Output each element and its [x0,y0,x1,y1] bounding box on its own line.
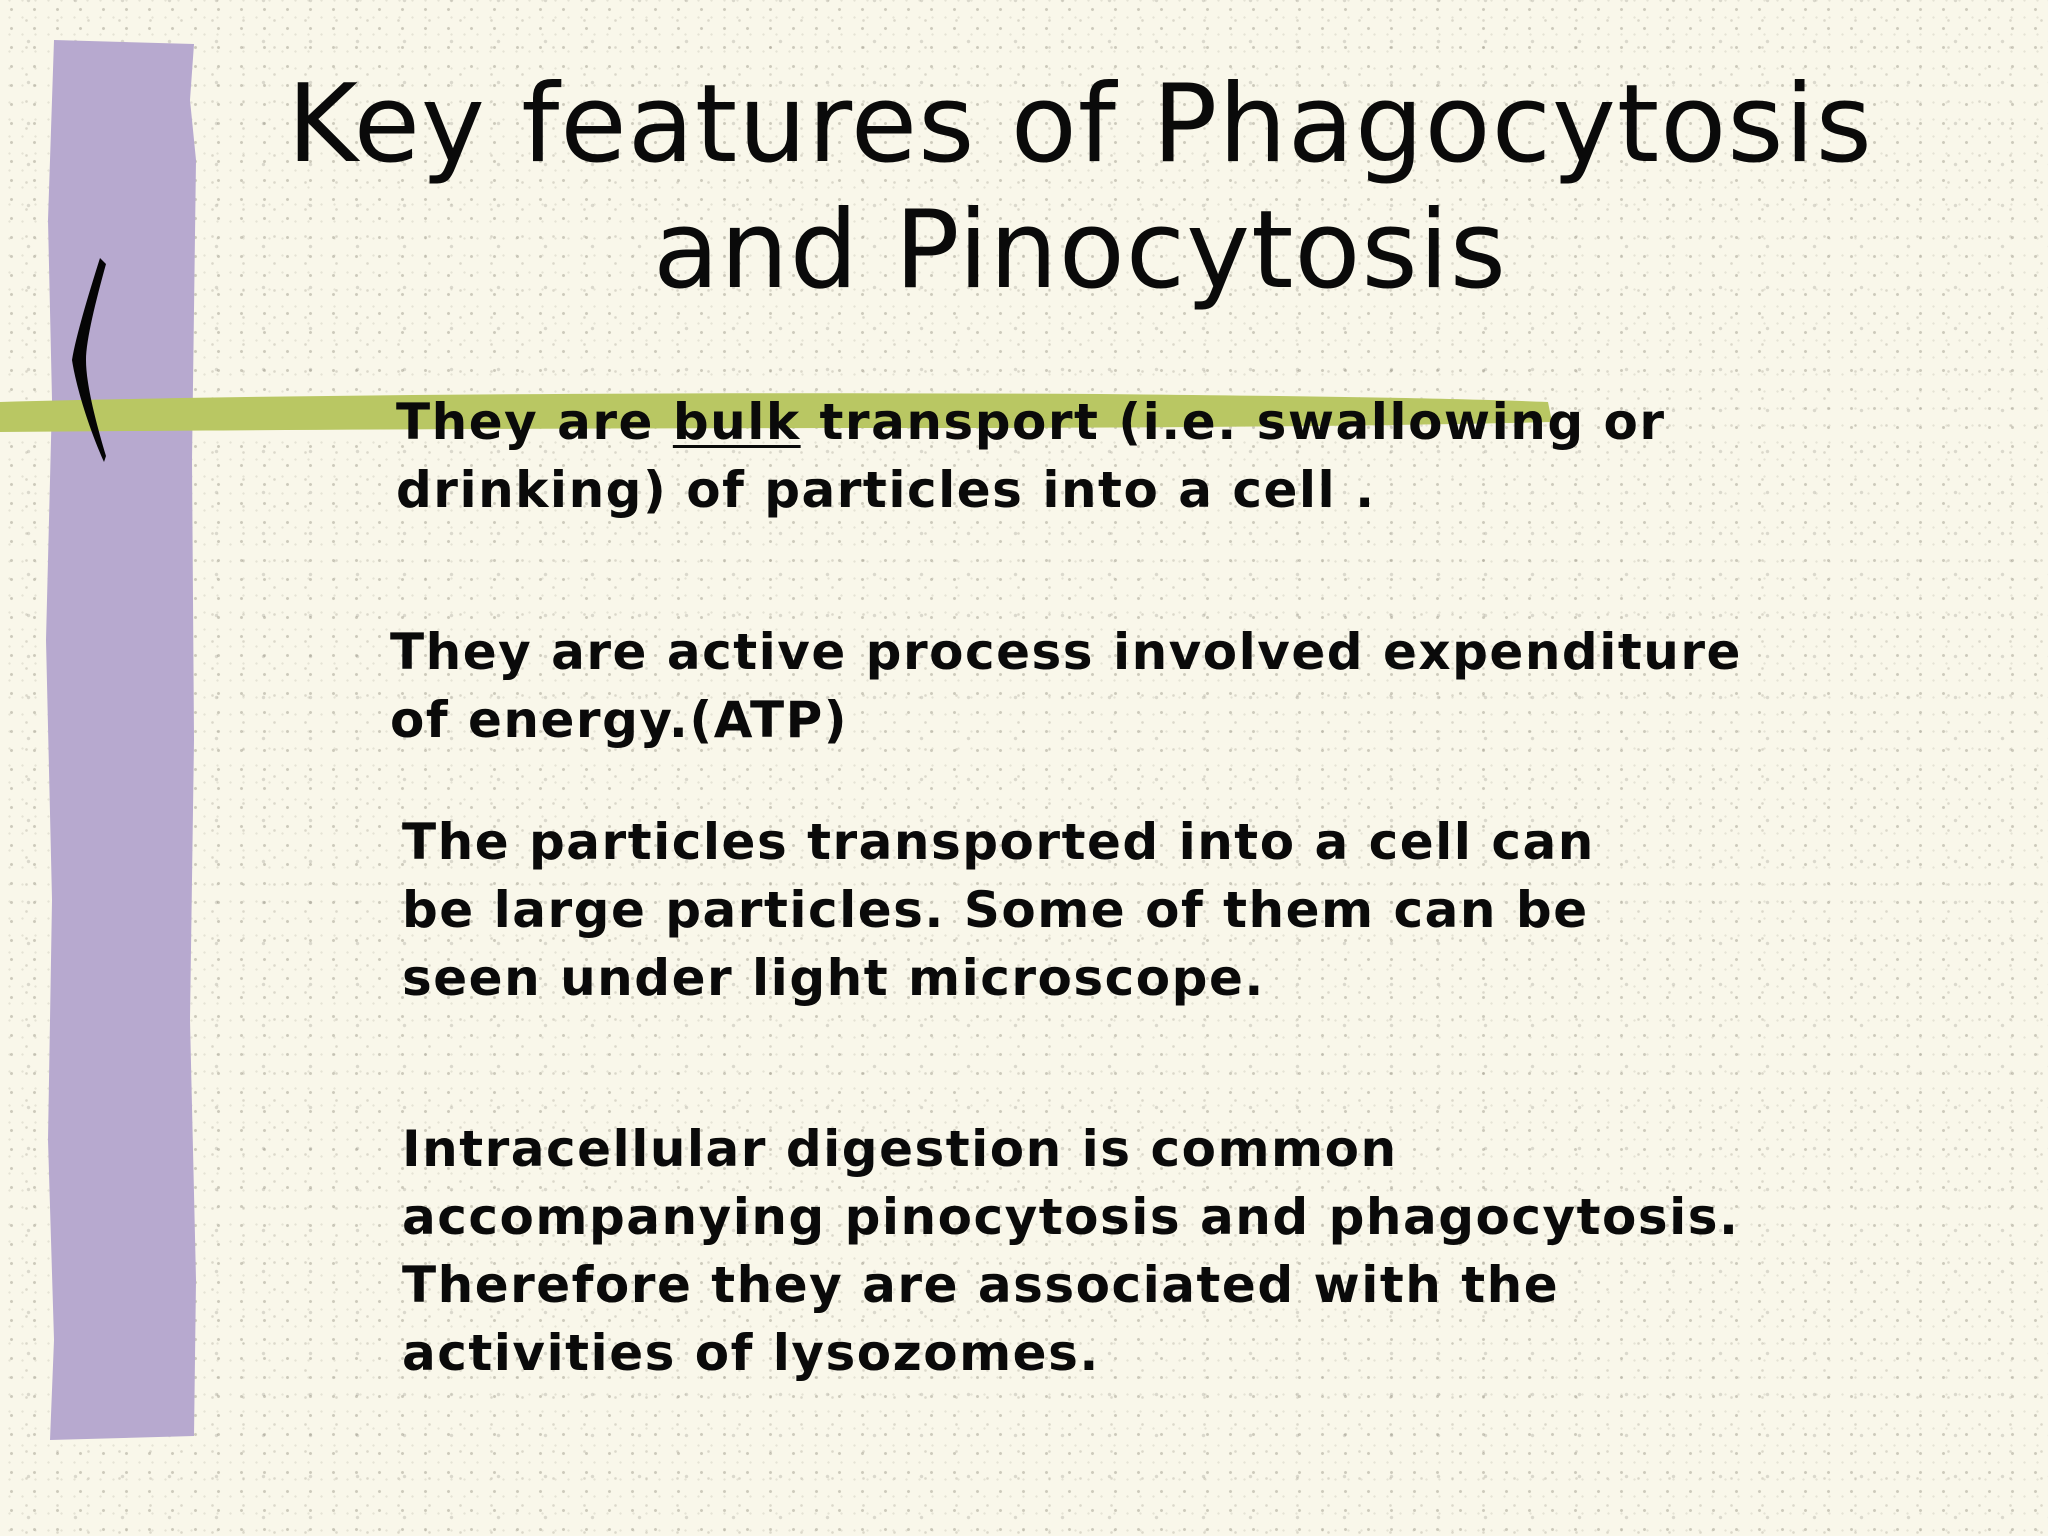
point-4-line-2: accompanying pinocytosis and phagocytosis. [402,1188,1740,1246]
bracket-decoration-icon [66,256,112,466]
point-bulk-transport [396,388,1666,524]
point-3-line-3: seen under light microscope. [402,949,1265,1007]
point-intracellular-digestion [402,1115,1740,1387]
point-1-line-1-before: They are [396,393,673,451]
decorative-purple-bar [44,40,202,1440]
point-2-line-1: They are active process involved expenditure [390,623,1742,681]
slide-title [200,62,1960,314]
point-active-process [390,618,1742,754]
point-1-line-1-after: transport (i.e. swallowing or [800,393,1666,451]
point-4-line-3: Therefore they are associated with the [402,1256,1560,1314]
point-4-line-1: Intracellular digestion is common [402,1120,1398,1178]
point-4-line-4: activities of lysozomes. [402,1324,1100,1382]
point-3-line-1: The particles transported into a cell can [402,813,1595,871]
point-1-line-1 [396,388,1666,456]
title-line-2: and Pinocytosis [652,188,1508,313]
point-3-line-2: be large particles. Some of them can be [402,881,1589,939]
purple-bar-shape [46,40,196,1440]
point-large-particles [402,808,1595,1012]
underlined-word-bulk: bulk [672,393,801,451]
title-line-1: Key features of Phagocytosis [287,62,1873,187]
point-2-line-2: of energy.(ATP) [390,691,849,749]
point-1-line-2: drinking) of particles into a cell . [396,461,1376,519]
